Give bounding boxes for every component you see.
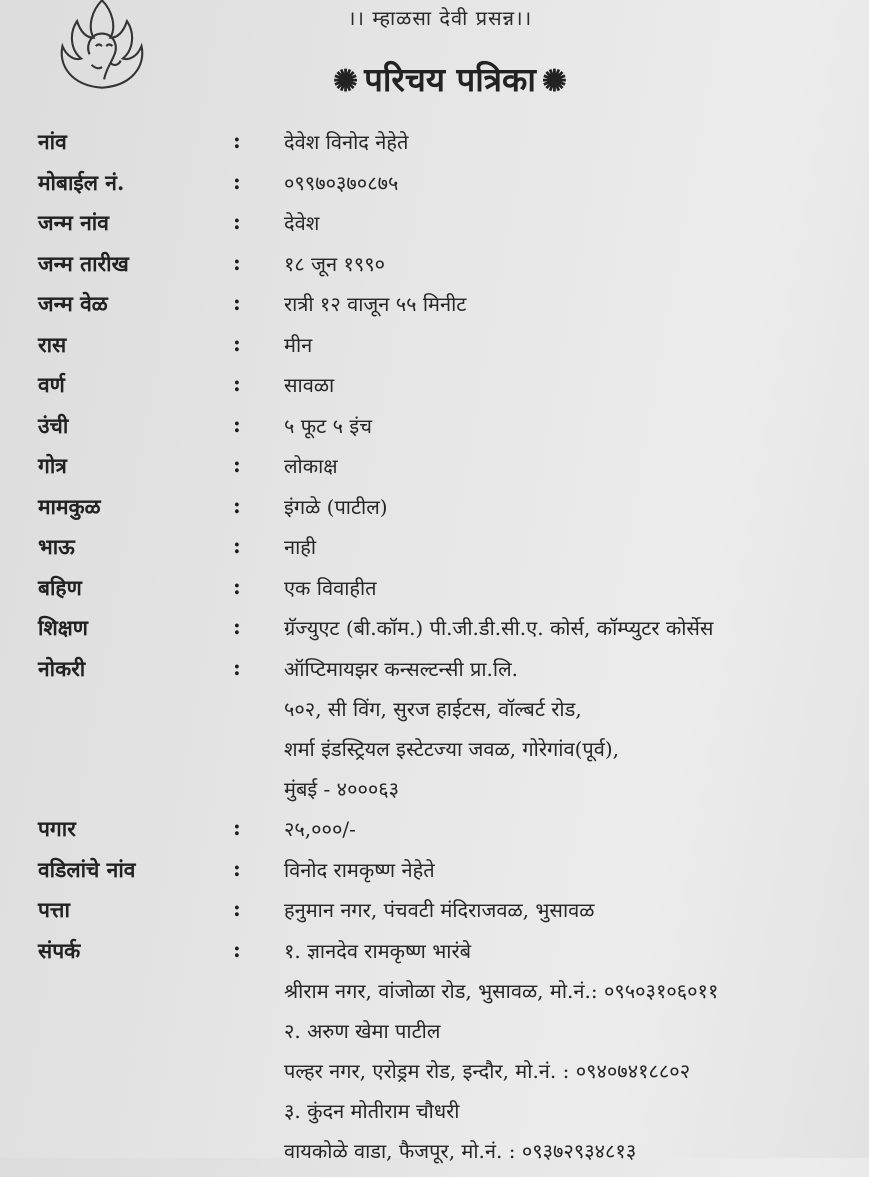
page-title — [270, 56, 630, 101]
field-row — [0, 412, 869, 453]
field-separator: : — [233, 654, 241, 680]
field-value: लोकाक्ष — [284, 454, 338, 478]
field-separator: : — [233, 209, 241, 234]
field-value: एक विवाहीत — [284, 575, 377, 600]
field-value: सावळा — [284, 373, 335, 397]
field-value: ०९९७०३७०८७५ — [284, 170, 399, 195]
field-separator: : — [233, 452, 241, 477]
field-row — [0, 1097, 869, 1137]
field-label: मोबाईल नं. — [38, 169, 125, 195]
field-row — [0, 574, 869, 615]
field-separator: : — [233, 168, 241, 194]
field-separator: : — [233, 492, 241, 518]
field-value: हनुमान नगर, पंचवटी मंदिराजवळ, भुसावळ — [284, 898, 595, 922]
field-row — [0, 1017, 869, 1057]
field-row — [0, 452, 869, 493]
field-row — [0, 695, 869, 735]
field-row — [0, 655, 869, 696]
field-value: वायकोळे वाडा, फैजपूर, मो.नं. : ०९३७२९३४८१३ — [284, 1139, 637, 1163]
profile-fields — [0, 128, 869, 1177]
field-value: १. ज्ञानदेव रामकृष्ण भारंबे — [284, 938, 472, 963]
field-label: पत्ता — [38, 897, 70, 922]
field-row — [0, 896, 869, 937]
field-separator: : — [233, 290, 241, 315]
field-separator: : — [233, 614, 241, 639]
field-label: भाऊ — [38, 534, 75, 559]
field-row — [0, 775, 869, 815]
blessing-header: ।। म्हाळसा देवी प्रसन्न।। — [347, 6, 533, 30]
field-separator: : — [233, 936, 241, 962]
field-label: नांव — [38, 129, 67, 154]
field-value: ऑप्टिमायझर कन्सल्टन्सी प्रा.लि. — [284, 656, 519, 681]
field-value: मुंबई - ४०००६३ — [284, 777, 400, 801]
field-value: विनोद रामकृष्ण नेहेते — [284, 857, 435, 882]
field-label: बहिण — [38, 574, 82, 600]
flower-star-icon: ✺ — [541, 64, 568, 99]
field-label: शिक्षण — [38, 615, 88, 640]
field-label: उंची — [38, 412, 69, 438]
field-value: ५०२, सी विंग, सुरज हाईटस, वॉल्बर्ट रोड, — [284, 697, 582, 721]
field-separator: : — [233, 249, 241, 275]
field-row — [0, 493, 869, 534]
field-label: मामकुळ — [38, 493, 101, 519]
field-separator: : — [233, 855, 241, 881]
field-label: जन्म नांव — [38, 210, 109, 235]
field-label: संपर्क — [38, 937, 81, 963]
field-value: २. अरुण खेमा पाटील — [284, 1019, 441, 1043]
field-row — [0, 614, 869, 655]
field-row — [0, 977, 869, 1017]
field-value: शर्मा इंडस्ट्रियल इस्टेटज्या जवळ, गोरेगांव(पूर्व), — [284, 737, 620, 761]
field-value: नाही — [284, 535, 317, 559]
field-value: ग्रॅज्युएट (बी.कॉम.) पी.जी.डी.सी.ए. कोर्स, कॉम्प्युटर कोर्सेस — [284, 616, 714, 640]
field-value: ५ फूट ५ इंच — [284, 413, 372, 438]
field-row — [0, 1137, 869, 1177]
field-separator: : — [233, 533, 241, 558]
field-row — [0, 128, 869, 169]
field-row — [0, 331, 869, 372]
field-separator: : — [233, 573, 241, 599]
flower-star-icon: ✺ — [332, 64, 359, 99]
field-row — [0, 815, 869, 856]
field-label: रास — [38, 331, 67, 357]
field-value: मीन — [284, 332, 313, 357]
field-row — [0, 533, 869, 574]
field-row — [0, 209, 869, 250]
field-separator: : — [233, 128, 241, 153]
field-value: श्रीराम नगर, वांजोळा रोड, भुसावळ, मो.नं.: ०९५०३१०६०११ — [284, 979, 719, 1003]
field-row — [0, 937, 869, 978]
field-label: वर्ण — [38, 372, 65, 397]
field-value: पल्हर नगर, एरोड्रम रोड, इन्दौर, मो.नं. : ०९४०७४१८८०२ — [284, 1059, 691, 1083]
field-label: गोत्र — [38, 453, 67, 478]
field-row — [0, 1057, 869, 1097]
field-separator: : — [233, 896, 241, 921]
field-row — [0, 290, 869, 331]
field-value: १८ जून १९९० — [284, 251, 386, 276]
title-text: परिचय पत्रिका — [364, 60, 536, 99]
field-value: रात्री १२ वाजून ५५ मिनीट — [284, 292, 467, 316]
field-label: जन्म तारीख — [38, 250, 129, 276]
field-separator: : — [233, 371, 241, 396]
field-row — [0, 856, 869, 897]
field-label: नोकरी — [38, 655, 86, 681]
field-value: २५,०००/- — [284, 817, 356, 841]
field-row — [0, 169, 869, 210]
field-separator: : — [233, 411, 241, 437]
field-separator: : — [233, 815, 241, 840]
field-value: देवेश — [284, 211, 320, 235]
field-separator: : — [233, 330, 241, 356]
field-value: इंगळे (पाटील) — [284, 494, 388, 519]
field-label: वडिलांचे नांव — [38, 856, 136, 882]
ganesha-icon — [50, 0, 154, 96]
field-value: देवेश विनोद नेहेते — [284, 130, 409, 154]
field-label: जन्म वेळ — [38, 291, 108, 316]
field-row — [0, 735, 869, 775]
field-value: ३. कुंदन मोतीराम चौधरी — [284, 1099, 460, 1123]
field-row — [0, 371, 869, 412]
field-row — [0, 250, 869, 291]
field-label: पगार — [38, 816, 76, 841]
